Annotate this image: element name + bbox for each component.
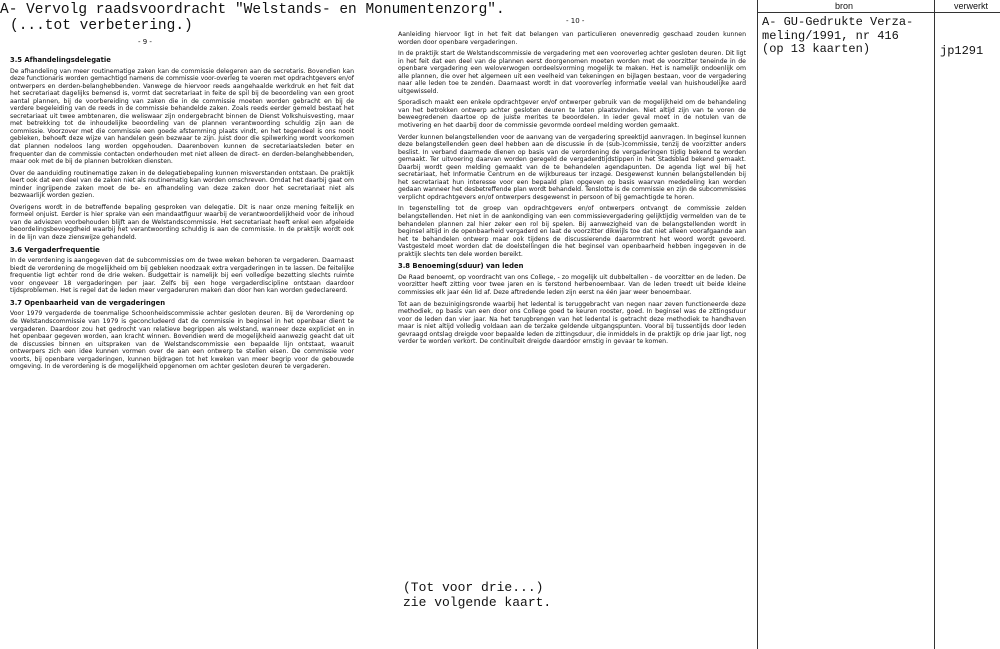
right-page-column (398, 31, 746, 350)
paragraph: Overigens wordt in de betreffende bepaling gesproken van delegatie. Dit is naar onze mening feitelijk en formeel onjuist. Eerder is hier sprake van een mandaatfiguur waarbij de verantwoordelijkheid voor de inhoud van de adviezen voorbehouden blijft aan de Welstandscommissie. Het secretariaat heeft enkel een afgeleide beoordelingsbevoegdheid waarbij het verantwoording schuldig is aan de commissie. In de praktijk wordt ook in de lijn van deze zienswijze gehandeld. (10, 203, 354, 242)
sidebar-header-verwerkt: verwerkt (954, 1, 989, 11)
paragraph: Verder kunnen belangstellenden voor de aanvang van de vergadering spreektijd aanvragen. In beginsel kunnen deze belangstellenden geen deel hebben aan de discussie in de (sub-)commissie, tenzij de voorzitter anders beslist. In verband daarmede dienen op basis van de verordening de vergaderingen tijdig bekend te worden gemaakt. Ter uitvoering daarvan worden geregeld de vergaderdtijdstippen in het Stadsblad bekend gemaakt. Daarbij wordt geen melding gemaakt van de te behandelen agendapunten. De agenda ligt wel bij het secretariaat, het Informatie Centrum en de wijkbureaus ter inzage. Desgewenst kunnen belangstellenden bij het secretariaat hun interesse voor een bepaald plan opgeven op basis waarvan mededeling kan worden gedaan wanneer het desbetreffende plan wordt behandeld. Tenslotte is de commissie en zijn de subcommissies verplicht opdrachtgevers en/of ontwerpers desgewenst in persoon of bij gemachtigde te horen. (398, 133, 746, 201)
sidebar-processed-code: jp1291 (940, 44, 984, 58)
sidebar-middle-rule (934, 0, 935, 649)
typed-header-line-2: (...tot verbetering.) (10, 18, 193, 34)
paragraph: Over de aanduiding routinematige zaken in de delegatiebepaling kunnen misverstanden ontstaan. De praktijk leert ook dat een deel van de zaken niet als routinematig kan worden omschreven. Omdat het daarbij gaat om minder ingrijpende zaken moet de be- en afhandeling van deze zaken door het secretariaat niet als bezwaarlijk worden gezien. (10, 169, 354, 200)
right-page-number: - 10 - (566, 17, 585, 25)
sidebar-header-rule (757, 12, 1000, 13)
sidebar-left-rule (757, 0, 758, 649)
sidebar-header-bron: bron (835, 1, 854, 11)
section-heading: 3.7 Openbaarheid van de vergaderingen (10, 298, 166, 307)
paragraph: Aanleiding hiervoor ligt in het feit dat belangen van particulieren onevenredig geschaad zouden kunnen worden door openbare vergaderingen. (398, 31, 746, 46)
card-sidebar (757, 0, 1000, 649)
section-heading: 3.8 Benoeming(sduur) van leden (398, 262, 524, 271)
paragraph: Voor 1979 vergaderde de toenmalige Schoonheidscommissie achter gesloten deuren. Bij de Verordening op de Welstandscommissie van 1979 is geconcludeerd dat de commissie in beginsel in het openbaar dient te vergaderen. Daardoor zou het gedrocht van relatieve begrippen als welstand, wanneer deze expliciet en in het openbaar gegeven worden, aan kracht winnen. Bovendien werd de mogelijkheid aanwezig geacht dat uit de discussies binnen en uitspraken van de Welstandscommissie een bepaalde lijn ontstaat, waaruit ontwerpers zich een idee kunnen vormen over de aan een ontwerp te stellen eisen. De commissie voor voorts, bij openbare vergaderingen, kunnen bijdragen tot het kweken van meer begrip voor de gebouwde omgeving. In de verordening is de mogelijkheid opgenomen om achter gesloten deuren te vergaderen. (10, 310, 354, 371)
sidebar-source (762, 16, 913, 57)
paragraph: De Raad benoemt, op voordracht van ons College, - zo mogelijk uit dubbeltallen - de voorzitter en de leden. De voorzitter heeft zitting voor twee jaren en is terstond herbenoembaar. Van de leden treedt uit beide kleine commissies elk jaar één lid af. Deze aftredende leden zijn eerst na één jaar weer benoembaar. (398, 273, 746, 296)
sidebar-source-line: (op 13 kaarten) (762, 42, 871, 56)
paragraph: In de praktijk start de Welstandscommissie de vergadering met een vooroverleg achter gesloten deuren. Dit ligt in het feit dat een deel van de plannen eerst doorgenomen moeten worden met de voorzitter teneinde in de openbare vergadering een weloverwogen oordeelsvorming mogelijk te maken. Het is namelijk ondoenlijk om alle plannen, die over het algemeen uit een veelheid van tekeningen en bijlagen bestaan, voor de vergadering naar alle leden toe te zenden. Daarnaast wordt in dat vooroverleg informatie veelal van huishoudelijke aard uitgewisseld. (398, 50, 747, 95)
sidebar-source-line: meling/1991, nr 416 (762, 28, 899, 43)
continuation-line-1: (Tot voor drie...) (403, 580, 544, 595)
typed-header-line-1: A- Vervolg raadsvoordracht "Welstands- en Monumentenzorg". (0, 2, 505, 18)
paragraph: De afhandeling van meer routinematige zaken kan de commissie delegeren aan de secretaris. Bovendien kan deze functionaris worden gemachtigd namens de commissie voor-overleg te voeren met opdrachtgevers en/of ontwerpers en derden-belanghebbenden. Vanwege de hiervoor reeds aangehaalde werkdruk en het feit dat het secretariaat dagelijks bemensd is, vormt dat secretariaat in feite de spil bij de beoordeling van een groot aantal plannen, bij de voorbereiding van zaken die in de commissie moeten worden gebracht en bij de verdere begeleiding van de reeds in de commissie behandelde zaken. Zoals reeds eerder gemeld bestaat het secretariaat uit twee ambtenaren, die weliswaar zijn ondergebracht binnen de Dienst Volkshuisvesting, maar met betrekking tot de inhoudelijke beoordeling van de plannen verantwoording schuldig zijn aan de commissie. Voorzover met die commissie een goede afstemming plaats vindt, en het tegendeel is ons nooit gebleken, behoeft deze wijze van handelen geen bezwaar te zijn. Juist door die spilwerking wordt voorkomen dat plannen nodeloos lang worden opgehouden. Daarenboven kunnen de secretariaatsleden beter en frequenter dan de commissie contacten onderhouden met niet alleen de direct- en derden-belanghebbenden, maar ook met de bij de plannen betrokken diensten. (10, 67, 354, 166)
sidebar-source-line: A- GU-Gedrukte Verza- (762, 15, 914, 29)
paragraph: In tegenstelling tot de groep van opdrachtgevers en/of ontwerpers ontvangt de commissie zelden belangstellenden. Het niet in de aankondiging van een commissievergadering gelijktijdig vermelden van de te behandelen plannen zal hier zeker een rol bij spelen. Bij aanwezigheid van de belangstellenden wordt in beginsel altijd in de openbaarheid vergaderd en laat de voorzitter dikwijls toe dat niet alleen voorafgaande aan het te behandelen ontwerp maar ook tijdens de discussierende daarormtrent het woord wordt gevoerd. Vastgesteld moet worden dat de doelstellingen die het beginsel van openbaarheid hebben ingegeven in de praktijk slechts ten dele worden bereikt. (398, 205, 746, 258)
section-heading: 3.5 Afhandelingsdelegatie (10, 56, 111, 64)
paragraph: Sporadisch maakt een enkele opdrachtgever en/of ontwerper gebruik van de mogelijkheid om de behandeling van het betrokken ontwerp achter gesloten deuren te laten plaatsvinden. Niet altijd zijn van te voren de beweegredenen daartoe op de juiste merites te beoordelen. In ieder geval moet in de notulen van de motivering en het daarbij door de commissie gevormde oordeel melding worden gemaakt. (398, 99, 746, 130)
continuation-line-2: zie volgende kaart. (403, 595, 552, 610)
section-heading: 3.6 Vergaderfrequentie (10, 245, 100, 254)
paragraph: Tot aan de bezuinigingsronde waarbij het ledental is teruggebracht van negen naar zeven functioneerde deze methodiek, op basis van een door ons College goed te keuren rooster, goed. In beginsel was de zittingsduur voor de leden dan vier jaar. Na het terugbrengen van het ledental is getracht deze methodiek te handhaven maar is niet altijd volledig voldaan aan de terzake geldende uitgangspunten. Vooral bij tussentijds door leden gevraagd ontslag dreigde voor bepaalde leden de zittingsduur, die inmiddels in de praktijk op drie jaar ligt, nog verder te worden verkort. De continuïteit dreigde daardoor ernstig in gevaar te komen. (398, 300, 746, 346)
left-page-column (10, 52, 354, 375)
left-page-number: - 9 - (138, 38, 152, 46)
paragraph: In de verordening is aangegeven dat de subcommissies om de twee weken behoren te vergaderen. Daarnaast biedt de verordening de mogelijkheid om bij gebleken noodzaak extra vergaderingen in te lassen. De feitelijke frequentie ligt echter rond de drie weken. Budgettair is namelijk bij een volledige bezetting slechts ruimte voor ongeveer 18 vergaderingen per jaar. Zelfs bij een hoge vergaderdiscipline ontstaan daardoor tijdsproblemen. Het is regel dat de leden meer vergaderuren maken dan door hen kan worden gedeclareerd. (10, 257, 354, 295)
